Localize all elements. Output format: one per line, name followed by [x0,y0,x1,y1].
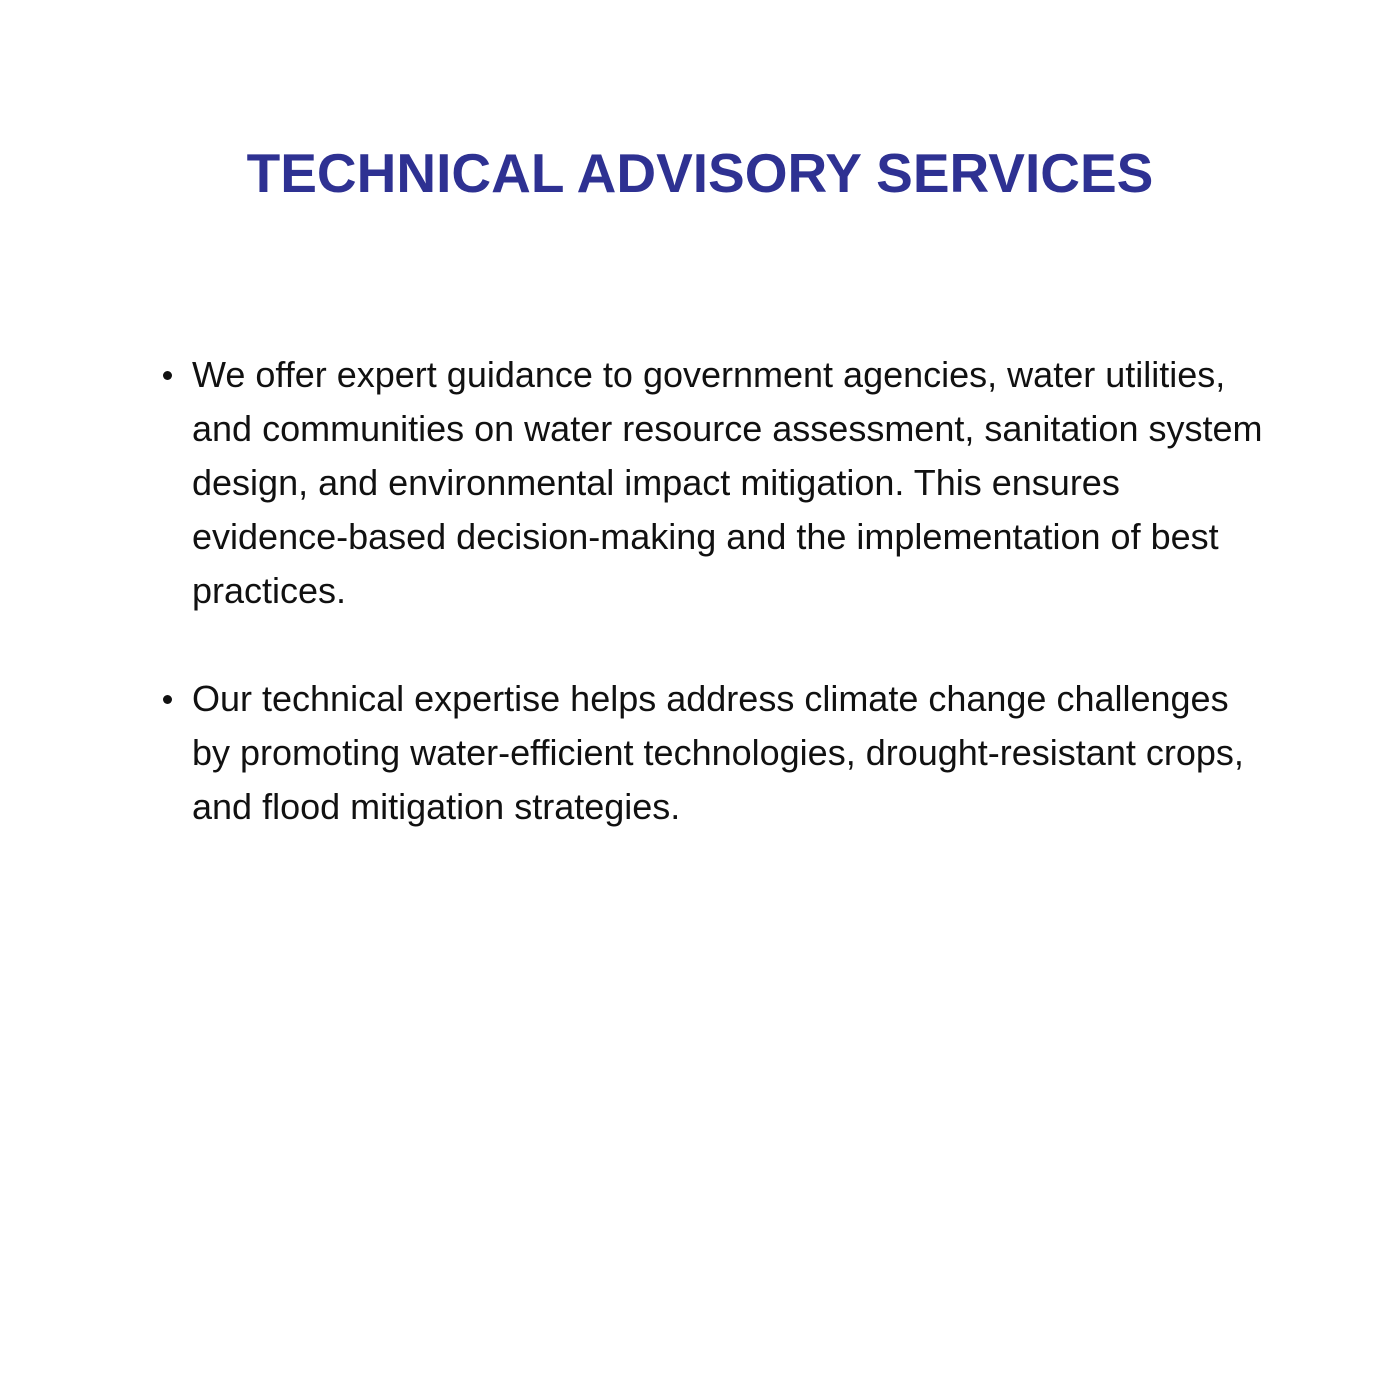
bullet-icon [163,695,172,704]
page-title: TECHNICAL ADVISORY SERVICES [246,142,1154,204]
bullet-text: We offer expert guidance to government agencies, water utilities, and communities on water resource assessment, sanitation system design, and environmental impact mitigation. This ensures evidence-based decision-making and the implementation of best practices. [192,354,1263,611]
bullet-list [160,348,1275,888]
bullet-text: Our technical expertise helps address climate change challenges by promoting water-efficient technologies, drought-resistant crops, and flood mitigation strategies. [192,678,1244,827]
bullet-icon [163,371,172,380]
list-item [160,348,1275,618]
list-item [160,672,1275,834]
